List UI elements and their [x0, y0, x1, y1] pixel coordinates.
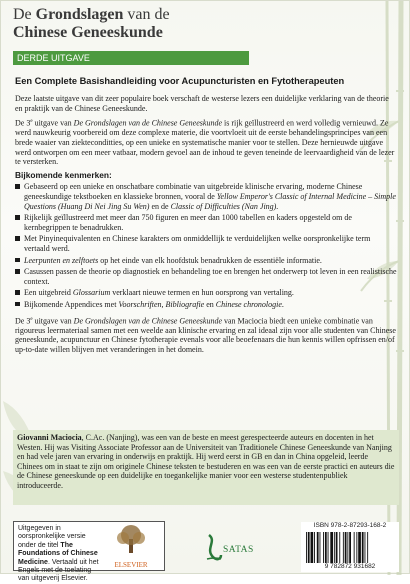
closing-paragraph: De 3e uitgave van De Grondslagen van de Chinese Geneeskunde van Maciocia biedt een unieke combinatie van rigoureus leermateriaal samen met een weelde aan klinische ervaring en zal ideaal zijn voor alle studenten van Chinese geneeskunde, acupunctuur en Chinese fytotherapie evenals voor alle beoefenaars die hun kennis willen opfrissen en/of up-to-date willen blijven met veranderingen in het domein. — [15, 316, 396, 354]
features-heading: Bijkomende kenmerken: — [15, 169, 112, 180]
list-item: Een uitgebreid Glossarium verklaart nieuwe termen en hun oorsprong van vertaling. — [15, 288, 397, 298]
barcode-bar — [311, 532, 314, 563]
features-list — [15, 182, 397, 309]
barcode-bar — [347, 532, 348, 563]
barcode-bar — [323, 532, 324, 563]
barcode-bar — [314, 532, 315, 563]
book-subtitle: Een Complete Basishandleiding voor Acupuncturisten en Fytotherapeuten — [15, 76, 345, 86]
barcode-bar — [365, 532, 366, 563]
description-body — [15, 94, 397, 359]
barcode-bar — [349, 532, 351, 563]
barcode-bar — [330, 532, 333, 563]
barcode-bar — [328, 532, 329, 563]
list-item: Casussen passen de theorie op diagnostiek en behandeling toe en brengen het onderwerp tot leven in een realistische context. — [15, 267, 397, 286]
edition-banner: DERDE UITGAVE — [13, 51, 249, 65]
barcode-bar — [354, 532, 355, 563]
barcode-bar — [334, 532, 335, 563]
list-item: Leerpunten en zelftoets op het einde van elk hoofdstuk benadrukken de essentiële informatie. — [15, 256, 397, 266]
barcode-bar — [317, 532, 319, 563]
book-title: De Grondslagen van de Chinese Geneeskunde — [13, 6, 170, 41]
barcode-bar — [356, 532, 357, 563]
barcode — [301, 522, 399, 572]
barcode-bars — [306, 532, 394, 563]
barcode-bar — [325, 532, 327, 563]
barcode-bar — [362, 532, 364, 563]
satas-logo: SATAS — [203, 531, 263, 567]
swoosh-icon — [203, 533, 225, 563]
barcode-bar — [320, 532, 321, 563]
original-edition-note: Uitgegeven in oorspronkelijke versie onder de titel The Foundations of Chinese Medicine. Vertaald uit het Engels met de toelating van uitgeverij Elsevier. — [13, 521, 165, 571]
barcode-bar — [306, 532, 307, 563]
elsevier-logo: ELSEVIER — [99, 523, 163, 569]
intro-paragraph: Deze laatste uitgave van dit zeer populaire boek verschaft de westerse lezers een duidelijke verklaring van de theorie en praktijk van de Chinese Geneeskunde. — [15, 94, 389, 113]
barcode-number: 9 782872 931682 — [324, 563, 376, 570]
list-item: Rijkelijk geïllustreerd met meer dan 750 figuren en meer dan 1000 tabellen en kaders opgesteld om de kernbegrippen te benadrukken. — [15, 213, 397, 232]
author-bio: Giovanni Maciocia, C.Ac. (Nanjing), was een van de beste en meest gerespecteerde auteurs en docenten in het Westen. Hij was Visiting Associate Professor aan de Universiteit van Traditionele Chinese Geneeskunde van Nanjing en had vele jaren van ervaring in onderwijs en praktijk. Hij werd eerst in GB en dan in China opgeleid, leerde Chinees om in staat te zijn om originele Chinese teksten te bestuderen en was een van de eerste practici en auteurs die de Chinese geneeskunde op een duidelijke en toegankelijke manier voor een westerse studentenpubliek introduceerde. — [13, 430, 399, 505]
author-name: Giovanni Maciocia — [17, 433, 82, 442]
barcode-bar — [343, 532, 344, 563]
barcode-bar — [339, 532, 340, 563]
barcode-bar — [367, 532, 368, 563]
isbn-text: ISBN 978-2-87293-168-2 — [313, 522, 387, 529]
barcode-bar — [358, 532, 361, 563]
barcode-bar — [336, 532, 338, 563]
list-item: Met Pinyinequivalenten en Chinese karakters om onmiddellijk te verduidelijken welke oorspronkelijke term vertaald werd. — [15, 234, 397, 253]
tree-icon — [111, 523, 151, 555]
barcode-bar — [308, 532, 310, 563]
barcode-bar — [345, 532, 347, 563]
list-item: Gebaseerd op een unieke en onschatbare combinatie van uitgebreide klinische ervaring, moderne Chinese geneeskundige tekstboeken en klassieke bronnen, vooral de Yellow Emperor's Classic of Internal Medicine – Simple Questions (Huang Di Nei Jing Su Wen) en de Classic of Difficulties (Nan Jing). — [15, 182, 397, 211]
intro-paragraph: De 3e uitgave van De Grondslagen van de Chinese Geneeskunde is rijk geïllustreerd en werd volledig vernieuwd. Ze werd nauwkeurig voorbereid om deze complexe materie, die voortvloeit uit de eerste behandelingsprincipes van een brede waaier van ziekteconditties, op een unieke en systematische manier voor te stellen. Deze hernieuwde uitgave werd ontworpen om een meer vatbaar, modern gevoel aan de inhoud te geven teneinde de leervaardigheid van de lezer te versterken. — [15, 118, 395, 167]
list-item: Bijkomende Appendices met Voorschriften, Bibliografie en Chinese chronologie. — [15, 300, 397, 310]
